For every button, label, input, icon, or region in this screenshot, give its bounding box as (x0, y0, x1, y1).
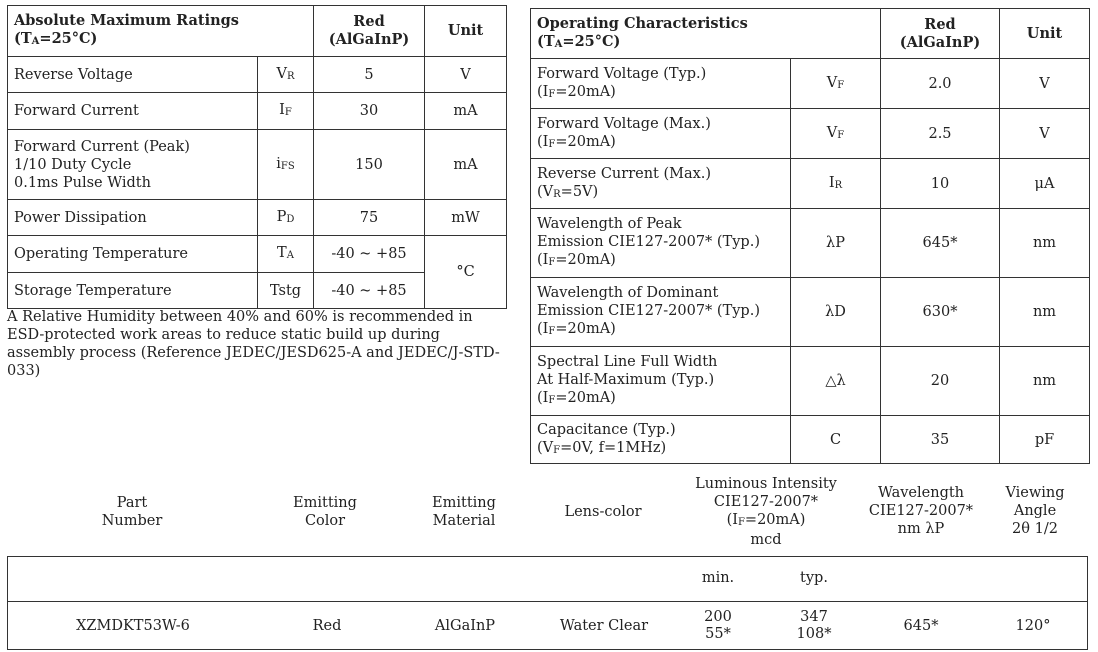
table-row (8, 200, 507, 236)
viewing-angle-value: 120° (1015, 618, 1051, 634)
wavelength-value: 645* (903, 618, 939, 634)
sub-header-typ: typ. (800, 570, 828, 586)
part-table (7, 556, 1088, 650)
lens-color: Water Clear (559, 618, 649, 634)
header-wavelength: Wavelength CIE127-2007* nm λP (868, 485, 974, 537)
amr-red-header: Red (AlGaInP) (314, 6, 425, 57)
oc-unit: V (1000, 59, 1090, 109)
divider (8, 601, 1087, 602)
oc-param: Forward Voltage (Max.) $(I_F=20mA)$ (531, 109, 791, 159)
emitting-color: Red (312, 618, 342, 634)
table-row (8, 130, 507, 200)
table-row (8, 57, 507, 93)
amr-symbol: $i_{FS}$ (258, 130, 314, 200)
amr-unit: mA (425, 93, 507, 130)
oc-symbol: $V_F$ (791, 59, 881, 109)
header-part-number: Part Number (101, 495, 163, 529)
amr-param: Forward Current (8, 93, 258, 130)
amr-title-cell (8, 6, 314, 57)
amr-value: -40 ~ +85 (314, 236, 425, 273)
table-row (8, 236, 507, 273)
oc-unit: nm (1000, 278, 1090, 347)
amr-symbol: $T_A$ (258, 236, 314, 273)
header-emitting-material: Emitting Material (432, 495, 496, 529)
oc-param: Spectral Line Full Width At Half-Maximum (Typ.) $(I_F=20mA)$ (531, 347, 791, 416)
table-row (531, 347, 1090, 416)
table-row (531, 209, 1090, 278)
amr-value: 30 (314, 93, 425, 130)
amr-unit-header: Unit (425, 6, 507, 57)
header-lens-color: Lens-color (564, 504, 642, 520)
amr-value: 5 (314, 57, 425, 93)
amr-temp-unit: °C (425, 236, 507, 309)
oc-symbol: λD (791, 278, 881, 347)
oc-value: 630* (881, 278, 1000, 347)
amr-param: Storage Temperature (8, 273, 258, 309)
oc-value: 2.5 (881, 109, 1000, 159)
oc-unit: V (1000, 109, 1090, 159)
oc-unit: μA (1000, 159, 1090, 209)
amr-condition: $(T_A=25^\circ C)$ (14, 30, 98, 47)
table-row (8, 93, 507, 130)
table-row (531, 59, 1090, 109)
amr-unit: mW (425, 200, 507, 236)
amr-unit: V (425, 57, 507, 93)
amr-param: Forward Current (Peak) 1/10 Duty Cycle 0.1ms Pulse Width (8, 130, 258, 200)
table-row (531, 159, 1090, 209)
header-luminous-intensity: Luminous Intensity CIE127-2007* $(I_F=20mA)$ mcd (695, 476, 837, 548)
oc-param: Wavelength of Dominant Emission CIE127-2007* (Typ.) $(I_F=20mA)$ (531, 278, 791, 347)
amr-param: Reverse Voltage (8, 57, 258, 93)
intensity-min: 200 55* (704, 609, 732, 642)
amr-value: -40 ~ +85 (314, 273, 425, 309)
oc-title: Operating Characteristics (537, 14, 748, 32)
oc-param: Reverse Current (Max.) $(V_R=5V)$ (531, 159, 791, 209)
amr-symbol: $V_R$ (258, 57, 314, 93)
oc-param: Capacitance (Typ.) ($V_F=0V$, f=1MHz) (531, 416, 791, 464)
table-row (531, 109, 1090, 159)
oc-symbol: $I_R$ (791, 159, 881, 209)
oc-unit: pF (1000, 416, 1090, 464)
operating-characteristics-table (530, 8, 1090, 464)
oc-red-header: Red (AlGaInP) (881, 9, 1000, 59)
table-row (531, 278, 1090, 347)
oc-value: 35 (881, 416, 1000, 464)
amr-symbol: $I_F$ (258, 93, 314, 130)
oc-value: 645* (881, 209, 1000, 278)
oc-value: 2.0 (881, 59, 1000, 109)
oc-unit-header: Unit (1000, 9, 1090, 59)
part-number: XZMDKT53W-6 (76, 618, 190, 634)
sub-header-min: min. (701, 570, 735, 586)
amr-param: Power Dissipation (8, 200, 258, 236)
oc-value: 10 (881, 159, 1000, 209)
amr-unit: mA (425, 130, 507, 200)
amr-symbol: $P_D$ (258, 200, 314, 236)
oc-condition: $(T_A=25^\circ C)$ (537, 32, 621, 50)
oc-param: Wavelength of Peak Emission CIE127-2007* (Typ.) $(I_F=20mA)$ (531, 209, 791, 278)
amr-symbol: Tstg (258, 273, 314, 309)
amr-param: Operating Temperature (8, 236, 258, 273)
amr-value: 75 (314, 200, 425, 236)
oc-unit: nm (1000, 347, 1090, 416)
header-emitting-color: Emitting Color (293, 495, 357, 529)
emitting-material: AlGaInP (434, 618, 496, 634)
oc-value: 20 (881, 347, 1000, 416)
amr-value: 150 (314, 130, 425, 200)
oc-title-cell (531, 9, 881, 59)
oc-symbol: C (791, 416, 881, 464)
amr-title: Absolute Maximum Ratings (14, 12, 239, 29)
absolute-max-ratings-table (7, 5, 507, 309)
oc-unit: nm (1000, 209, 1090, 278)
esd-humidity-note: A Relative Humidity between 40% and 60% is recommended in ESD-protected work areas to reduce static build up during assembly process (Reference JEDEC/JESD625-A and JEDEC/J-STD-033) (7, 309, 500, 379)
oc-symbol: △λ (791, 347, 881, 416)
oc-symbol: λP (791, 209, 881, 278)
header-viewing-angle: Viewing Angle 2θ 1/2 (1005, 485, 1065, 537)
oc-param: Forward Voltage (Typ.) $(I_F=20mA)$ (531, 59, 791, 109)
oc-symbol: $V_F$ (791, 109, 881, 159)
table-row (531, 416, 1090, 464)
intensity-typ: 347 108* (796, 609, 832, 642)
